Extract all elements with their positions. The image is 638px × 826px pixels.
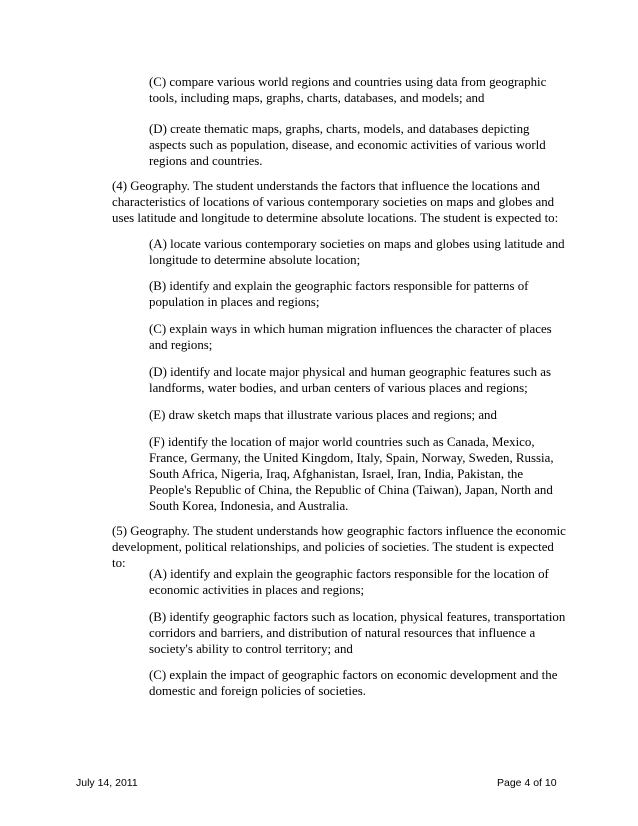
section-5-heading: (5) Geography. The student understands how geographic factors influence the economic development, political relationships, and policies of societies. The student is expected to: [112,524,566,570]
item-2d: (D) create thematic maps, graphs, charts, models, and databases depicting aspects such as population, disease, and economic activities of various world regions and countries. [149,122,546,168]
section-4-heading: (4) Geography. The student understands the factors that influence the locations and characteristics of locations of various contemporary societies on maps and globes and uses latitude and longitude to determine absolute locations. The student is expected to: [112,179,559,225]
item-4e: (E) draw sketch maps that illustrate various places and regions; and [149,408,497,422]
item-4a: (A) locate various contemporary societies on maps and globes using latitude and longitude to determine absolute location; [149,237,565,267]
item-5b: (B) identify geographic factors such as location, physical features, transportation corridors and barriers, and distribution of natural resources that influence a society's ability to control territory; and [149,610,566,656]
item-5a: (A) identify and explain the geographic factors responsible for the location of economic activities in places and regions; [149,567,549,597]
item-5c: (C) explain the impact of geographic factors on economic development and the domestic and foreign policies of societies. [149,668,558,698]
footer-date: July 14, 2011 [76,777,138,789]
item-4f: (F) identify the location of major world countries such as Canada, Mexico, France, Germany, the United Kingdom, Italy, Spain, Norway, Sweden, Russia, South Africa, Nigeria, Iraq, Afghanistan, Israel, Iran, India, Pakistan, the People's Republic of China, the Republic of China (Taiwan), Japan, North and South Korea, Indonesia, and Australia. [149,435,554,513]
footer-page-number: Page 4 of 10 [497,777,557,789]
item-4b: (B) identify and explain the geographic factors responsible for patterns of population in places and regions; [149,279,529,309]
item-4c: (C) explain ways in which human migration influences the character of places and regions; [149,322,552,352]
item-4d: (D) identify and locate major physical and human geographic features such as landforms, water bodies, and urban centers of various places and regions; [149,365,551,395]
item-2c: (C) compare various world regions and countries using data from geographic tools, including maps, graphs, charts, databases, and models; and [149,75,547,105]
